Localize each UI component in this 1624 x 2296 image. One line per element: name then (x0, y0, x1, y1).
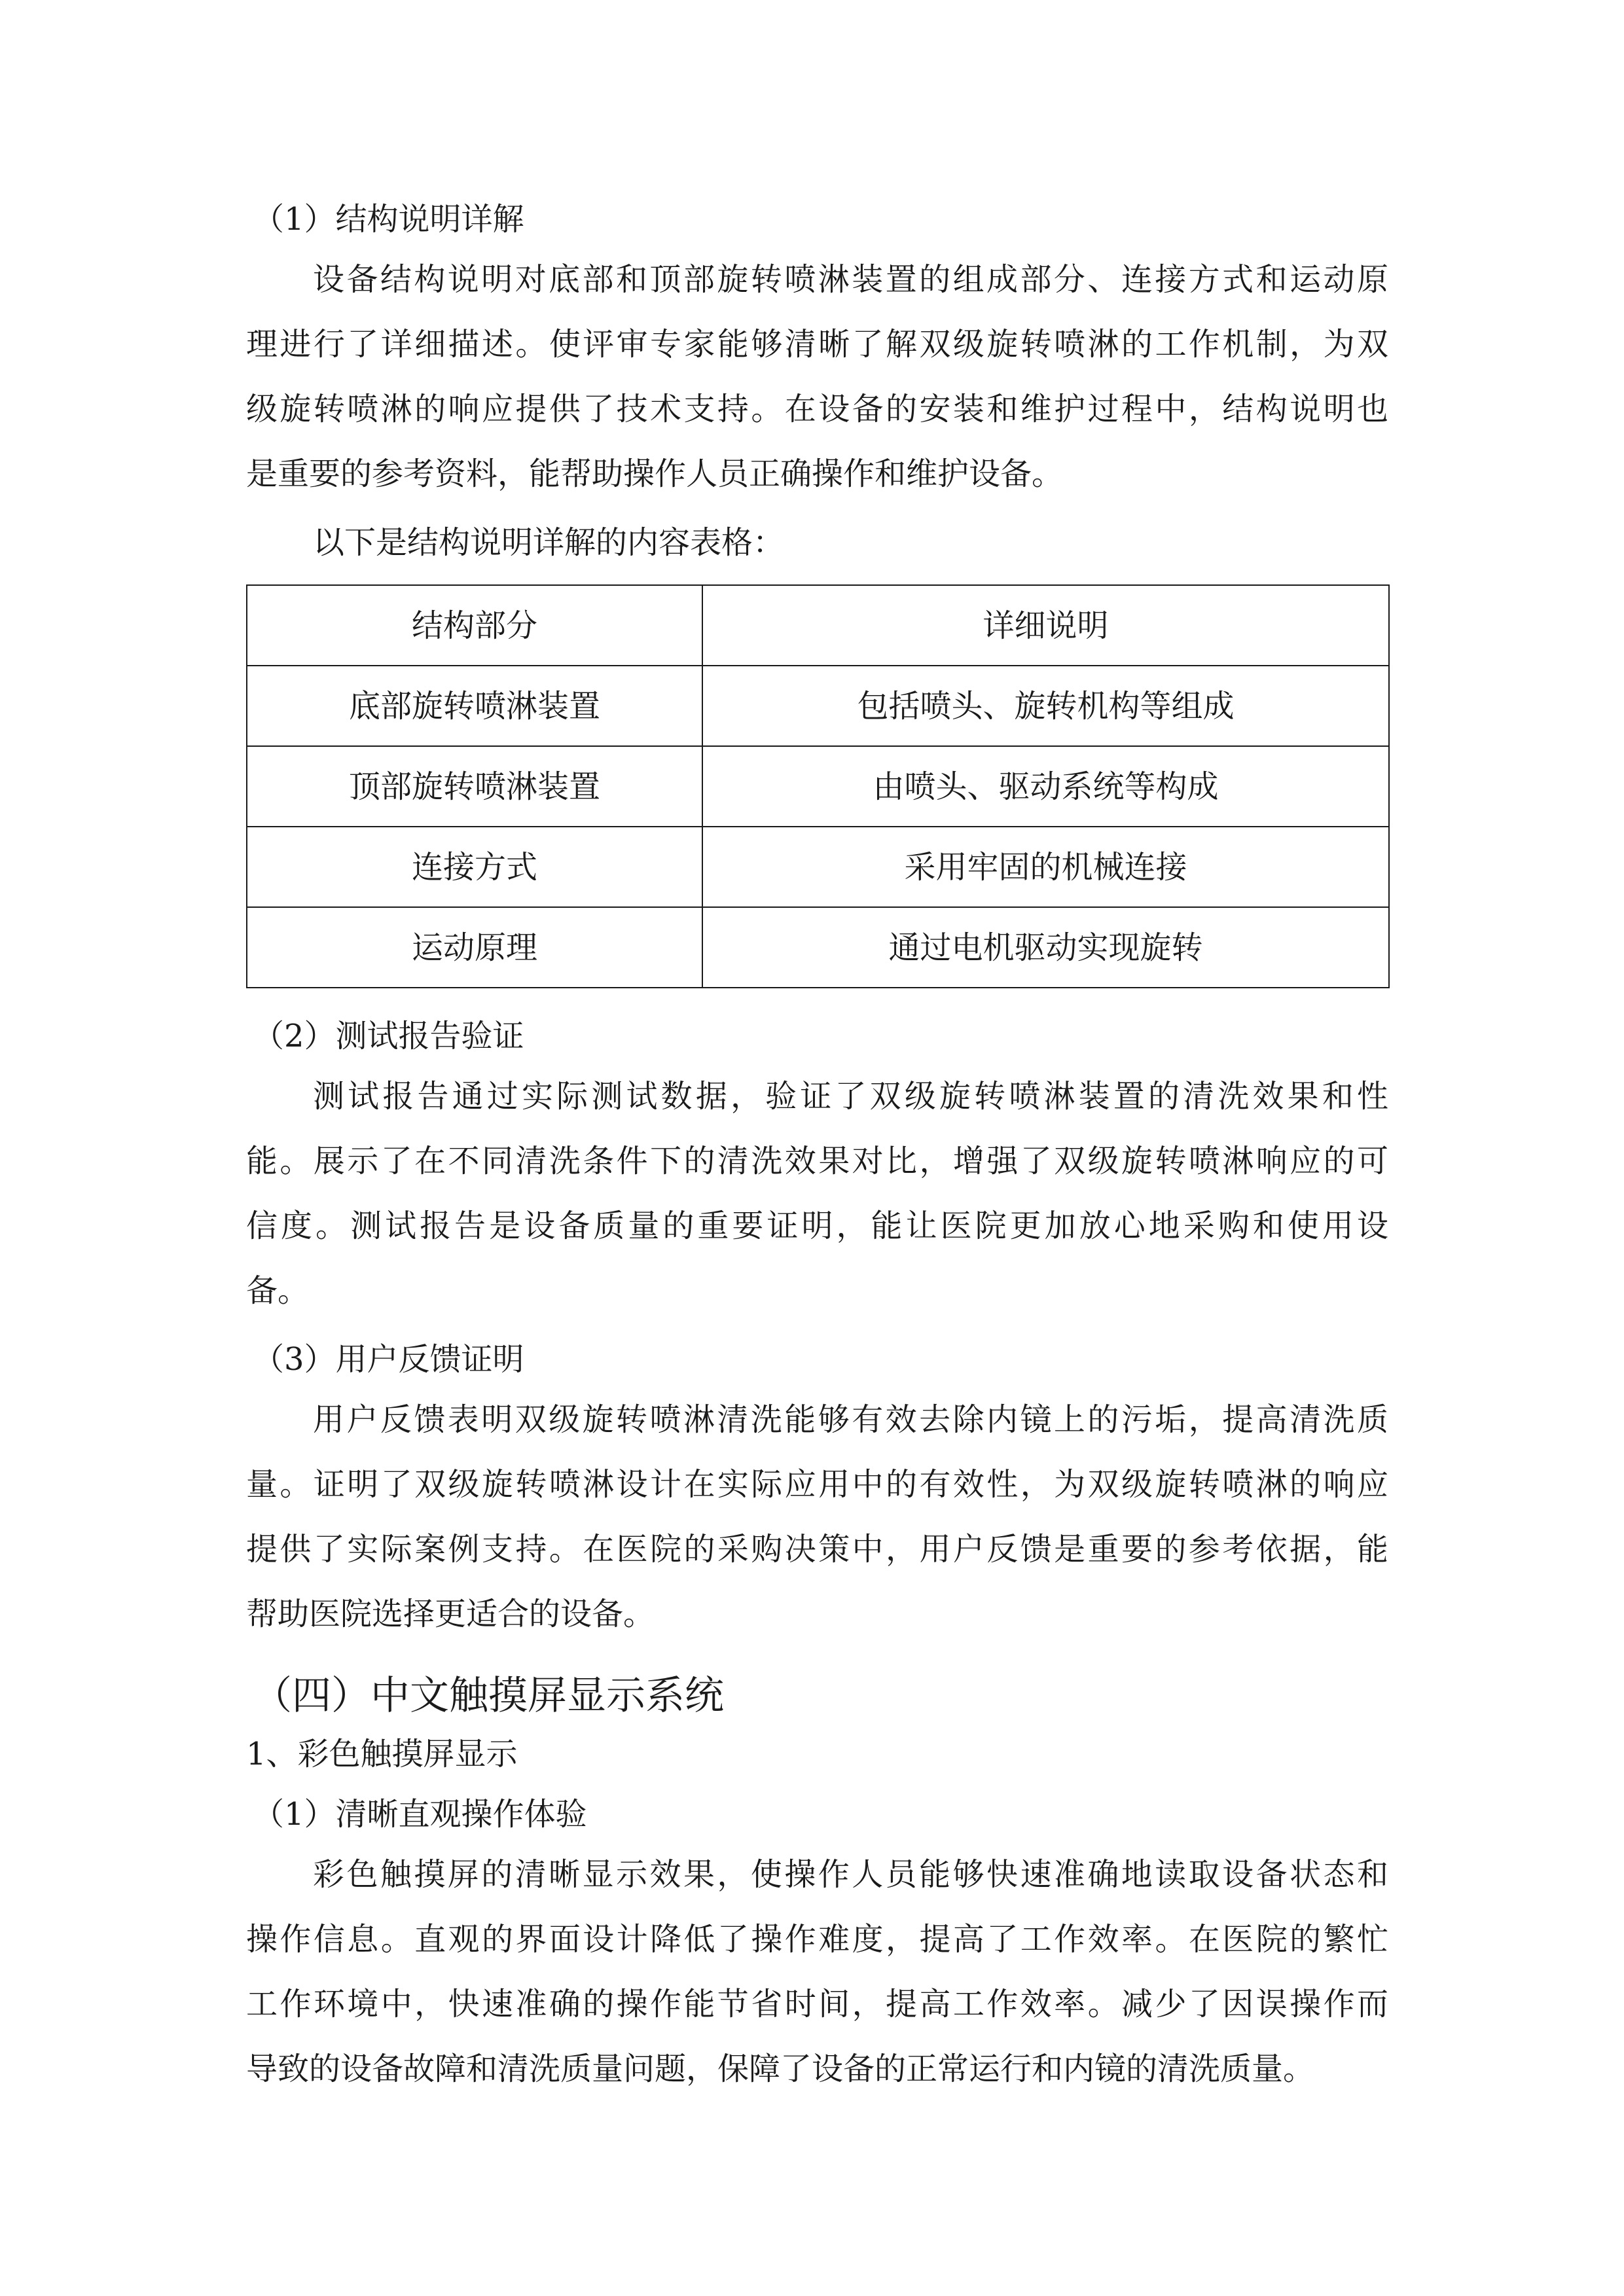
section-3-paragraph-line: 用户反馈表明双级旋转喷淋清洗能够有效去除内镜上的污垢，提高清洗质 (313, 1401, 1388, 1438)
section-2-paragraph-line: 备。 (246, 1272, 310, 1309)
section-3-paragraph-line: 量。证明了双级旋转喷淋设计在实际应用中的有效性，为双级旋转喷淋的响应 (246, 1466, 1388, 1503)
structure-table (246, 584, 1390, 988)
table-cell: 连接方式 (247, 827, 702, 907)
table-row (247, 666, 1389, 746)
section-2-paragraph-line: 能。展示了在不同清洗条件下的清洗效果对比，增强了双级旋转喷淋响应的可 (246, 1143, 1388, 1179)
section-4-heading: （1）清晰直观操作体验 (253, 1796, 587, 1833)
table-intro: 以下是结构说明详解的内容表格： (313, 524, 785, 561)
section-3-paragraph-line: 帮助医院选择更适合的设备。 (246, 1596, 655, 1632)
section-2-paragraph-line: 信度。测试报告是设备质量的重要证明，能让医院更加放心地采购和使用设 (246, 1208, 1388, 1244)
section-4-paragraph-line: 导致的设备故障和清洗质量问题，保障了设备的正常运行和内镜的清洗质量。 (246, 2051, 1315, 2087)
section-3-paragraph-line: 提供了实际案例支持。在医院的采购决策中，用户反馈是重要的参考依据，能 (246, 1531, 1388, 1568)
chapter-heading: （四）中文触摸屏显示系统 (253, 1673, 724, 1719)
table-cell: 底部旋转喷淋装置 (247, 666, 702, 746)
section-4-paragraph-line: 工作环境中，快速准确的操作能节省时间，提高工作效率。减少了因误操作而 (246, 1986, 1388, 2022)
table-row (247, 827, 1389, 907)
table-cell: 运动原理 (247, 907, 702, 988)
table-header-row (247, 585, 1389, 666)
table-row (247, 746, 1389, 827)
section-1-paragraph-line: 级旋转喷淋的响应提供了技术支持。在设备的安装和维护过程中，结构说明也 (246, 391, 1388, 427)
section-1-paragraph-line: 是重要的参考资料，能帮助操作人员正确操作和维护设备。 (246, 456, 1064, 492)
table-header-cell: 详细说明 (702, 585, 1389, 666)
section-2-paragraph-line: 测试报告通过实际测试数据，验证了双级旋转喷淋装置的清洗效果和性 (313, 1078, 1388, 1115)
section-3-heading: （3）用户反馈证明 (253, 1341, 524, 1378)
table-cell: 由喷头、驱动系统等构成 (702, 746, 1389, 827)
section-4-paragraph-line: 彩色触摸屏的清晰显示效果，使操作人员能够快速准确地读取设备状态和 (313, 1856, 1388, 1893)
section-1-paragraph-line: 设备结构说明对底部和顶部旋转喷淋装置的组成部分、连接方式和运动原 (313, 261, 1388, 298)
section-2-heading: （2）测试报告验证 (253, 1018, 524, 1054)
table-cell: 采用牢固的机械连接 (702, 827, 1389, 907)
table-cell: 包括喷头、旋转机构等组成 (702, 666, 1389, 746)
section-1-paragraph-line: 理进行了详细描述。使评审专家能够清晰了解双级旋转喷淋的工作机制，为双 (246, 326, 1388, 363)
subsection-heading: 1、彩色触摸屏显示 (246, 1736, 518, 1772)
table-cell: 通过电机驱动实现旋转 (702, 907, 1389, 988)
section-1-heading: （1）结构说明详解 (253, 201, 524, 238)
table-row (247, 907, 1389, 988)
table-header-cell: 结构部分 (247, 585, 702, 666)
section-4-paragraph-line: 操作信息。直观的界面设计降低了操作难度，提高了工作效率。在医院的繁忙 (246, 1921, 1388, 1958)
table-cell: 顶部旋转喷淋装置 (247, 746, 702, 827)
